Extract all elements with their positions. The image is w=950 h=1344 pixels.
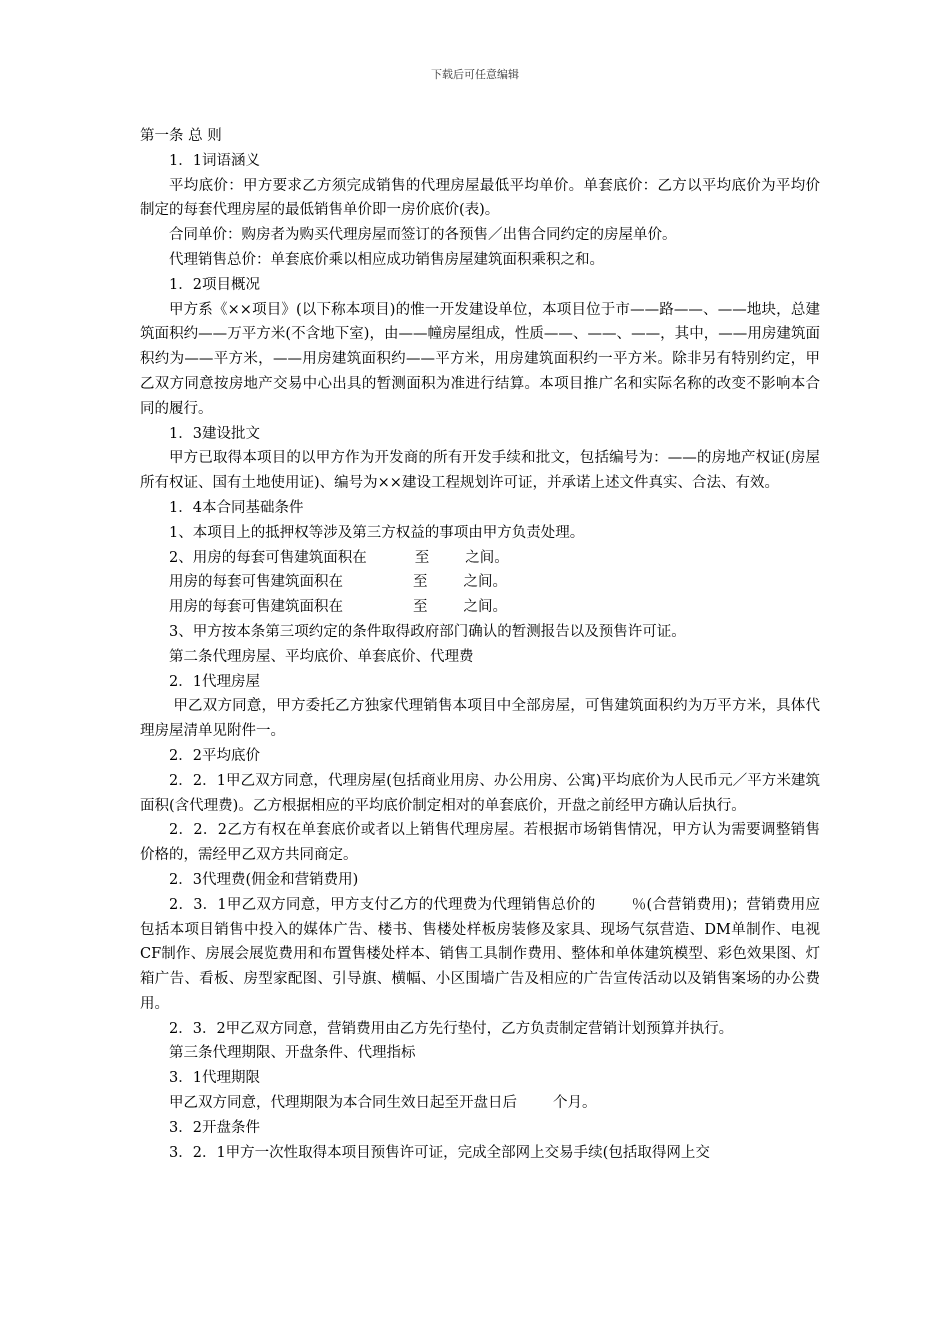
paragraph: 2．2．1甲乙双方同意，代理房屋(包括商业用房、办公用房、公寓)平均底价为人民币元／平方米建筑面积(含代理费)。乙方根据相应的平均底价制定相对的单套底价，开盘之前经甲方确认后执行。 [140, 772, 820, 814]
section-2-3-heading: 2．3代理费(佣金和营销费用) [169, 871, 359, 888]
section-1-3-heading: 1．3建设批文 [169, 425, 260, 442]
section-2-1-heading: 2．1代理房屋 [169, 673, 260, 690]
paragraph: 1、本项目上的抵押权等涉及第三方权益的事项由甲方负责处理。 [169, 524, 585, 541]
area-range-line [140, 570, 820, 595]
term-paragraph [140, 1091, 820, 1116]
section-1-1-heading: 1．1词语涵义 [169, 152, 260, 169]
paragraph: 3、甲方按本条第三项约定的条件取得政府部门确认的暂测报告以及预售许可证。 [169, 623, 686, 640]
section-2-2-heading: 2．2平均底价 [169, 747, 260, 764]
section-3-2-heading: 3．2开盘条件 [169, 1119, 260, 1136]
document-body [140, 124, 820, 1165]
article-3-title: 第三条代理期限、开盘条件、代理指标 [169, 1045, 416, 1062]
article-2-title: 第二条代理房屋、平均底价、单套底价、代理费 [169, 648, 474, 665]
section-3-1-heading: 3．1代理期限 [169, 1070, 260, 1087]
area-range-between: 之间。 [465, 549, 509, 566]
area-range-line [140, 546, 820, 571]
article-1-title: 第一条 总 则 [140, 128, 222, 144]
fee-paragraph [140, 893, 820, 1017]
paragraph: 甲方已取得本项目的以甲方作为开发商的所有开发手续和批文，包括编号为：——的房地产权证(房屋所有权证、国有土地使用证)、编号为××建设工程规划许可证，并承诺上述文件真实、合法、有效。 [140, 450, 820, 492]
term-text-start: 甲乙双方同意，代理期限为本合同生效日起至开盘日后 [169, 1095, 517, 1112]
section-1-2-heading: 1．2项目概况 [169, 276, 260, 293]
paragraph: 平均底价：甲方要求乙方须完成销售的代理房屋最低平均单价。单套底价：乙方以平均底价为平均价制定的每套代理房屋的最低销售单价即一房价底价(表)。 [140, 177, 820, 219]
paragraph: 甲方系《××项目》(以下称本项目)的惟一开发建设单位，本项目位于市——路——、——地块，总建筑面积约——万平方米(不含地下室)，由——幢房屋组成，性质——、——、——，其中，——用房建筑面积约为——平方米，——用房建筑面积约——平方米，用房建筑面积约一平方米。除非另有特别约定，甲乙双方同意按房地产交易中心出具的暂测面积为准进行结算。本项目推广名和实际名称的改变不影响本合同的履行。 [140, 301, 820, 417]
paragraph: 2．2．2乙方有权在单套底价或者以上销售代理房屋。若根据市场销售情况，甲方认为需要调整销售价格的，需经甲乙双方共同商定。 [140, 822, 820, 864]
page-header: 下载后可任意编辑 [431, 68, 519, 81]
paragraph: 代理销售总价：单套底价乘以相应成功销售房屋建筑面积乘积之和。 [169, 251, 604, 268]
area-range-to: 至 [414, 549, 430, 566]
area-range-line [140, 595, 820, 620]
term-text-end: 个月。 [553, 1095, 597, 1112]
fee-text-start: 2．3．1甲乙双方同意，甲方支付乙方的代理费为代理销售总价的 [169, 896, 596, 913]
area-range-label: 用房的每套可售建筑面积在 [169, 574, 343, 591]
paragraph: 2．3．2甲乙双方同意，营销费用由乙方先行垫付，乙方负责制定营销计划预算并执行。 [169, 1020, 734, 1037]
area-range-label: 用房的每套可售建筑面积在 [169, 599, 343, 616]
paragraph: 合同单价：购房者为购买代理房屋而签订的各预售／出售合同约定的房屋单价。 [169, 227, 677, 244]
fee-text-rest: ％(合营销费用)；营销费用应包括本项目销售中投入的媒体广告、楼书、售楼处样板房装修及家具、现场气氛营造、DM单制作、电视CF制作、房展会展览费用和布置售楼处样本、销售工具制作费用、整体和单体建筑模型、彩色效果图、灯箱广告、看板、房型家配图、引导旗、横幅、小区围墙广告及相应的广告宣传活动以及销售案场的办公费用。 [140, 896, 820, 1012]
area-range-to: 至 [413, 599, 428, 616]
section-1-4-heading: 1．4本合同基础条件 [169, 499, 304, 516]
paragraph: 3．2．1甲方一次性取得本项目预售许可证，完成全部网上交易手续(包括取得网上交 [169, 1144, 710, 1161]
area-range-between: 之间。 [463, 574, 507, 591]
area-range-label: 2、用房的每套可售建筑面积在 [169, 549, 367, 566]
area-range-between: 之间。 [463, 599, 507, 616]
paragraph: 甲乙双方同意，甲方委托乙方独家代理销售本项目中全部房屋，可售建筑面积约为万平方米，具体代理房屋清单见附件一。 [140, 698, 820, 740]
area-range-to: 至 [413, 574, 428, 591]
